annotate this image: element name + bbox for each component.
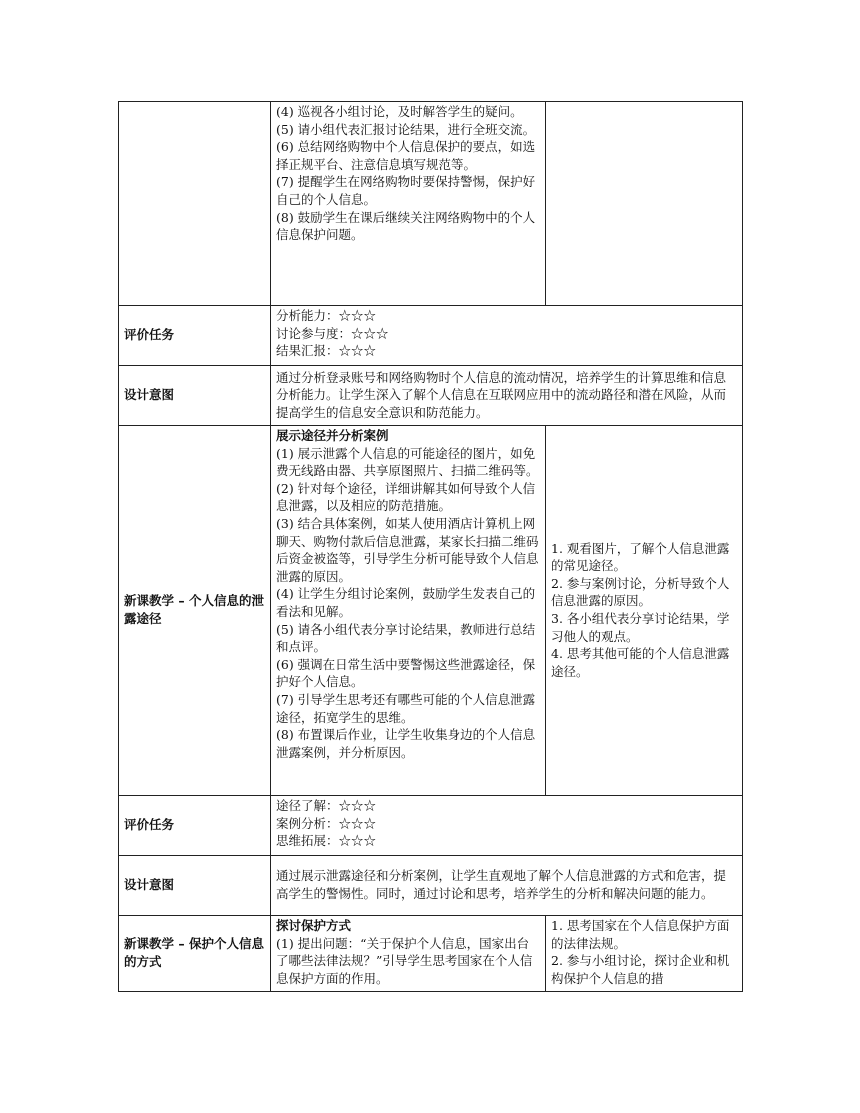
student-step: 4. 思考其他可能的个人信息泄露途径。 (551, 646, 730, 679)
evaluation-item: 思维拓展：☆☆☆ (276, 833, 377, 849)
lesson-plan-table (118, 101, 743, 992)
teacher-step: (7) 提醒学生在网络购物时要保持警惕，保护好自己的个人信息。 (276, 174, 536, 207)
design-intent-text: 通过分析登录账号和网络购物时个人信息的流动情况，培养学生的计算思维和信息分析能力。让学生深入了解个人信息在互联网应用中的流动路径和潜在风险，从而提高学生的信息安全意识和防范能力。 (271, 366, 743, 426)
row-label-evaluation: 评价任务 (119, 306, 271, 366)
teacher-step: (1) 展示泄露个人信息的可能途径的图片，如免费无线路由器、共享原图照片、扫描二维码等。 (276, 445, 539, 479)
row-label-protection-methods: 新课教学 – 保护个人信息的方式 (119, 916, 271, 992)
evaluation-item: 分析能力：☆☆☆ (276, 308, 377, 323)
teacher-step: (6) 总结网络购物中个人信息保护的要点，如选择正规平台、注意信息填写规范等。 (276, 139, 536, 172)
table-row-evaluation (119, 796, 743, 856)
evaluation-cell (271, 796, 743, 856)
student-step: 3. 各小组代表分享讨论结果，学习他人的观点。 (551, 611, 730, 644)
teacher-step: (5) 请小组代表汇报讨论结果，进行全班交流。 (276, 121, 536, 137)
design-intent-text: 通过展示泄露途径和分析案例，让学生直观地了解个人信息泄露的方式和危害，提高学生的警惕性。同时，通过讨论和思考，培养学生的分析和解决问题的能力。 (271, 856, 743, 916)
evaluation-item: 途径了解：☆☆☆ (276, 798, 377, 813)
student-activity-cell (546, 916, 743, 992)
row-label-design-intent: 设计意图 (119, 366, 271, 426)
student-activity-cell (546, 426, 743, 796)
teacher-step: (4) 让学生分组讨论案例，鼓励学生发表自己的看法和见解。 (276, 586, 536, 619)
teacher-step: (8) 鼓励学生在课后继续关注网络购物中的个人信息保护问题。 (276, 209, 536, 243)
student-step: 1. 思考国家在个人信息保护方面的法律法规。 (551, 918, 730, 951)
row-label-design-intent: 设计意图 (119, 856, 271, 916)
evaluation-cell (271, 306, 743, 366)
table-row-evaluation (119, 306, 743, 366)
teacher-step: (1) 提出问题：“关于保护个人信息，国家出台了哪些法律法规？”引导学生思考国家在个人信息保护方面的作用。 (276, 935, 533, 986)
teacher-activity-cell (271, 102, 546, 306)
table-row-leakage-routes (119, 426, 743, 796)
teacher-step: (2) 针对每个途径，详细讲解其如何导致个人信息泄露，以及相应的防范措施。 (276, 480, 536, 514)
teacher-step: (5) 请各小组代表分享讨论结果，教师进行总结和点评。 (276, 621, 536, 655)
row-label-empty (119, 102, 271, 306)
section-heading: 探讨保护方式 (276, 918, 352, 933)
evaluation-item: 案例分析：☆☆☆ (276, 815, 377, 831)
student-step: 2. 参与案例讨论，分析导致个人信息泄露的原因。 (551, 575, 730, 609)
row-label-leakage-routes: 新课教学 – 个人信息的泄露途径 (119, 426, 271, 796)
teacher-activity-cell (271, 916, 546, 992)
teacher-step: (8) 布置课后作业，让学生收集身边的个人信息泄露案例，并分析原因。 (276, 727, 536, 760)
student-activity-cell (546, 102, 743, 306)
student-step: 1. 观看图片，了解个人信息泄露的常见途径。 (551, 540, 730, 574)
section-heading: 展示途径并分析案例 (276, 428, 389, 443)
row-label-evaluation: 评价任务 (119, 796, 271, 856)
evaluation-item: 讨论参与度：☆☆☆ (276, 325, 389, 341)
table-row-continuation (119, 102, 743, 306)
teacher-step: (4) 巡视各小组讨论，及时解答学生的疑问。 (276, 104, 523, 119)
student-step: 2. 参与小组讨论，探讨企业和机构保护个人信息的措 (551, 953, 730, 986)
teacher-step: (7) 引导学生思考还有哪些可能的个人信息泄露途径，拓宽学生的思维。 (276, 691, 536, 725)
table-row-design-intent (119, 366, 743, 426)
evaluation-item: 结果汇报：☆☆☆ (276, 343, 377, 359)
table-row-design-intent (119, 856, 743, 916)
teacher-activity-cell (271, 426, 546, 796)
teacher-step: (6) 强调在日常生活中要警惕这些泄露途径，保护好个人信息。 (276, 656, 536, 690)
teacher-step: (3) 结合具体案例，如某人使用酒店计算机上网聊天、购物付款后信息泄露，某家长扫描二维码后资金被盗等，引导学生分析可能导致个人信息泄露的原因。 (276, 515, 539, 584)
table-row-protection-methods (119, 916, 743, 992)
